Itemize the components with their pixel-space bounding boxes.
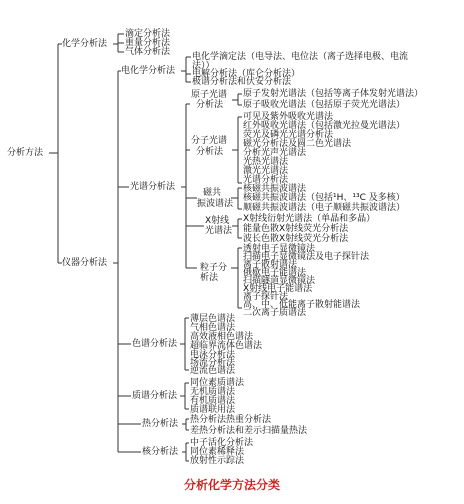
node-chromatography: 色谱分析法: [132, 339, 178, 349]
leaf-radiotracer: 放射性示踪法: [190, 456, 245, 466]
node-molecular-spectral: 分子光谱: [191, 136, 228, 146]
diagram-caption: 分析化学方法分类: [183, 478, 280, 492]
leaf-dsc: 差热分析法和差示扫描量热法: [190, 426, 308, 436]
leaf-electrolysis: 电解分析法（库仑分析法）: [192, 69, 301, 79]
leaf-gas-analysis: 气体分析法: [125, 47, 171, 57]
leaf-field-flow: 场流分析法: [190, 358, 236, 368]
leaf-ion-scattering-energy: 高、中、低能离子散射能谱法: [243, 300, 361, 310]
leaf-sfc: 超临界流体色谱法: [190, 341, 263, 351]
leaf-ion-scattering: 离子散射谱法: [243, 260, 298, 270]
leaf-gc: 气相色谱法: [190, 323, 236, 333]
leaf-atomic-absorption: 原子吸收光谱法（包括原子荧光光谱法）: [243, 100, 406, 110]
leaf-sem: 扫描电子显微镜法及电子探针法: [243, 252, 370, 262]
leaf-hyphenated-ms: 质谱联用法: [190, 405, 236, 415]
leaf-xps: X射线电子能谱法: [243, 284, 313, 294]
node-chemical-analysis: 化学分析法: [62, 39, 108, 49]
leaf-infrared: 红外吸收光谱法（包括激光拉曼光谱法）: [243, 121, 406, 131]
leaf-gravimetric: 重量分析法: [125, 38, 171, 48]
leaf-xray-diffraction: X射线衍射光谱法（单晶和多晶）: [243, 214, 376, 224]
leaf-spectral-analysis: 光谱分析法: [243, 175, 289, 185]
leaf-epr: 顺磁共振波谱法（电子顺磁共振波谱法）: [243, 203, 406, 213]
leaf-ion-probe: 离子探针法: [243, 292, 289, 302]
leaf-isotope-ms: 同位素质谱法: [190, 378, 245, 388]
leaf-laser-spectral: 激光光谱法: [243, 166, 289, 176]
leaf-photoacoustic: 分析光声光谱法: [243, 148, 307, 158]
node-spectral: 光谱分析法: [130, 182, 176, 192]
leaf-organic-ms: 有机质谱法: [190, 396, 236, 406]
node-molecular-spectral-2: 分析法: [196, 147, 224, 157]
leaf-atomic-emission: 原子发射光谱法（包括等离子体发射光谱法）: [243, 89, 424, 99]
leaf-sims: 二次离子质谱法: [243, 308, 307, 318]
leaf-electro-titration-cont: 法））: [192, 61, 215, 71]
node-particle-analysis: 粒子分: [200, 263, 228, 273]
node-xray-spectral-2: 光谱法: [205, 226, 233, 236]
leaf-auger: 俄歇电子能谱法: [243, 268, 307, 278]
node-electrochemical: 电化学分析法: [121, 66, 176, 76]
node-xray-spectral: X射线: [205, 216, 230, 226]
leaf-isotope-dilution: 同位素稀释法: [190, 447, 245, 457]
leaf-uv-vis: 可见及紫外吸收光谱法: [243, 112, 334, 122]
leaf-titration: 滴定分析法: [125, 29, 171, 39]
leaf-electrophoresis: 电泳分析法: [190, 350, 236, 360]
leaf-wdxrf: 波长色散X射线荧光分析法: [243, 234, 349, 244]
leaf-photothermal: 光热光谱法: [243, 157, 289, 167]
node-instrumental-analysis: 仪器分析法: [62, 258, 108, 268]
leaf-electro-titration: 电化学滴定法（电导法、电位法（离子选择电极、电流: [192, 52, 409, 62]
leaf-edxrf: 能量色散X射线荧光分析法: [243, 224, 349, 234]
node-atomic-spectral: 原子光谱: [191, 90, 228, 100]
leaf-stm: 扫描隧道显微镜法: [243, 276, 316, 286]
leaf-thermogravimetric: 热分析法热重分析法: [190, 415, 272, 425]
node-thermal-analysis: 热分析法: [142, 419, 179, 429]
leaf-tlc: 薄层色谱法: [190, 314, 236, 324]
leaf-nmr: 核磁共振波谱法: [243, 184, 307, 194]
leaf-fluorescence: 荧光及磷光光谱分析法: [243, 130, 334, 140]
leaf-tem: 透射电子显微镜法: [243, 244, 316, 254]
node-mass-spectrometry: 质谱分析法: [132, 391, 178, 401]
leaf-inorganic-ms: 无机质谱法: [190, 387, 236, 397]
leaf-countercurrent: 逆流色谱法: [190, 366, 236, 376]
root-node: 分析方法: [7, 148, 44, 158]
leaf-hplc: 高效液相色谱法: [190, 332, 254, 342]
node-nuclear-analysis: 核分析法: [142, 447, 179, 457]
node-magnetic-resonance: 磁共: [203, 188, 222, 198]
leaf-polarography: 极谱分析法和伏安分析法: [192, 77, 292, 87]
leaf-circular-dichroism: 磁光分析法及圆二色光谱法: [243, 139, 352, 149]
node-particle-analysis-2: 析法: [200, 273, 219, 283]
leaf-nmr-nuclei: 核磁共振波谱法（包括¹H、¹³C 及多核）: [243, 193, 405, 203]
node-magnetic-resonance-2: 振波谱法: [197, 199, 234, 209]
leaf-neutron-activation: 中子活化分析法: [190, 438, 254, 448]
node-atomic-spectral-2: 分析法: [196, 100, 224, 110]
